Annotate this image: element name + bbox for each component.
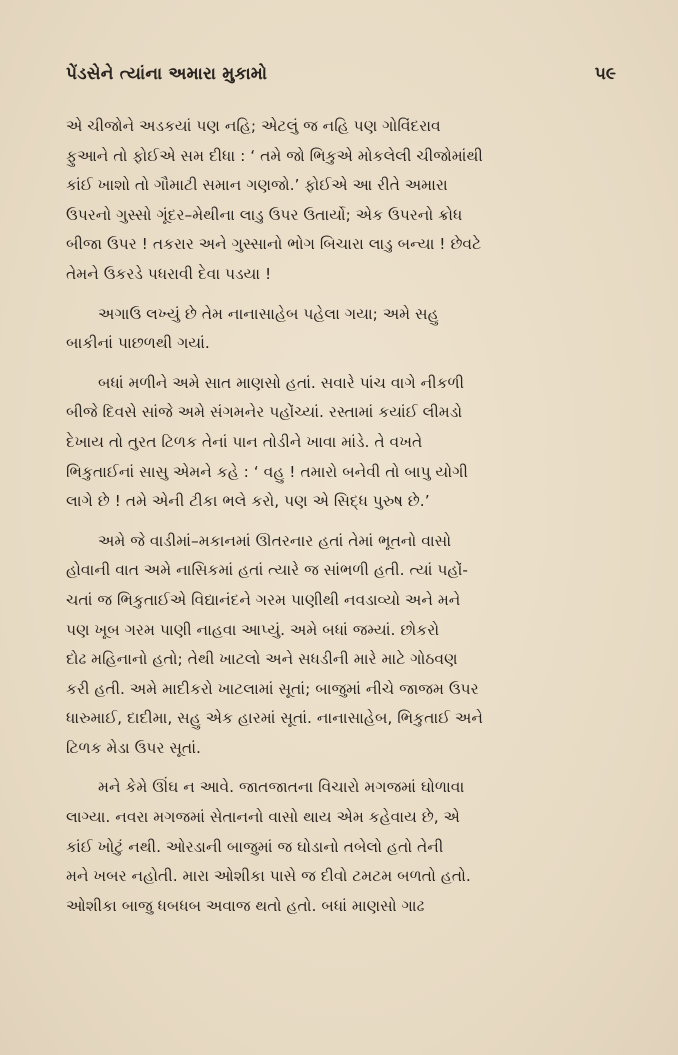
- paragraph: [66, 300, 618, 359]
- text-line: બીજે દિવસે સાંજે અમે સંગમનેર પહોંચ્યાં. રસ્તામાં કયાંઈ લીમડો: [66, 403, 463, 422]
- text-line: તેમને ઉકરડે પધરાવી દેવા પડયા !: [66, 264, 272, 283]
- page-number: ૫૯: [594, 64, 616, 84]
- text-line: પણ ખૂબ ગરમ પાણી નાહવા આપ્યું. અમે બધાં જમ્યાં. છોકરો: [66, 620, 440, 639]
- paragraph: [66, 527, 618, 764]
- text-line: લાગે છે ! તમે એની ટીકા ભલે કરો, પણ એ સિદ્ધ પુરુષ છે.’: [66, 492, 430, 511]
- text-line: બધાં મળીને અમે સાત માણસો હતાં. સવારે પાંચ વાગે નીકળી: [98, 373, 465, 392]
- text-line: અગાઉ લખ્યું છે તેમ નાનાસાહેબ પહેલા ગયા; અમે સહુ: [98, 304, 439, 323]
- paragraph: [66, 773, 618, 921]
- text-line: ભિકુતાઈનાં સાસુ એમને કહે : ‘ વહુ ! તમારો બનેવી તો બાપુ યોગી: [66, 462, 468, 481]
- text-line: કાંઈ ખાશો તો ગૌમાટી સમાન ગણજો.’ ફોઈએ આ રીતે અમારા: [66, 176, 448, 195]
- text-line: કાંઈ ખોટું નથી. ઓરડાની બાજુમાં જ ઘોડાનો તબેલો હતો તેની: [66, 837, 444, 856]
- text-line: દેખાય તો તુરત ટિળક તેનાં પાન તોડીને ખાવા માંડે. તે વખતે: [66, 432, 423, 451]
- text-line: હોવાની વાત અમે નાસિકમાં હતાં ત્યારે જ સાંભળી હતી. ત્યાં પહોં-: [66, 561, 468, 580]
- text-line: ઓશીકા બાજુ ધબધબ અવાજ થતો હતો. બધાં માણસો ગાઢ: [66, 896, 425, 915]
- text-line: એ ચીજોને અડકયાં પણ નહિ; એટલું જ નહિ પણ ગોવિંદરાવ: [66, 117, 441, 135]
- text-line: મને ખબર નહોતી. મારા ઓશીકા પાસે જ દીવો ટમટમ બળતો હતો.: [66, 867, 471, 886]
- text-line: ફુઆને તો ફોઈએ સમ દીધા : ‘ તમે જો ભિકુએ મોકલેલી ચીજોમાંથી: [66, 146, 483, 165]
- body-text: [66, 112, 618, 921]
- text-line: બાકીનાં પાછળથી ગયાં.: [66, 334, 210, 353]
- text-line: અમે જે વાડીમાં–મકાનમાં ઊતરનાર હતાં તેમાં ભૂતનો વાસો: [98, 531, 452, 550]
- running-title: પેંડસેને ત્યાંના અમારા મુકામો: [66, 64, 268, 84]
- text-line: ઉપરનો ગુસ્સો ગૂંદર–મેથીના લાડુ ઉપર ઉતાર્યો; એક ઉપરનો ક્રોધ: [66, 205, 463, 224]
- page-header: [66, 64, 616, 90]
- paragraph: [66, 369, 618, 517]
- text-line: કરી હતી. અમે માદીકરો ખાટલામાં સૂતાં; બાજુમાં નીચે જાજમ ઉપર: [66, 679, 479, 698]
- paragraph: [66, 112, 618, 290]
- text-line: ટિળક મેડા ઉપર સૂતાં.: [66, 738, 201, 757]
- text-line: ચતાં જ ભિકુતાઈએ વિદ્યાનંદને ગરમ પાણીથી નવડાવ્યો અને મને: [66, 590, 461, 609]
- text-line: દોઢ મહિનાનો હતો; તેથી ખાટલો અને સધડીની મારે માટે ગોઠવણ: [66, 650, 458, 669]
- text-line: મને કેમે ઊંઘ ન આવે. જાતજાતના વિચારો મગજમાં ઘોળાવા: [98, 778, 465, 797]
- text-line: બીજા ઉપર ! તકરાર અને ગુસ્સાનો ભોગ બિચારા લાડુ બન્યા ! છેવટે: [66, 235, 482, 254]
- text-line: ધારુમાઈ, દાદીમા, સહુ એક હારમાં સૂતાં. નાનાસાહેબ, ભિકુતાઈ અને: [66, 709, 483, 728]
- text-line: લાગ્યા. નવરા મગજમાં સેતાનનો વાસો થાય એમ કહેવાય છે, એ: [66, 808, 460, 827]
